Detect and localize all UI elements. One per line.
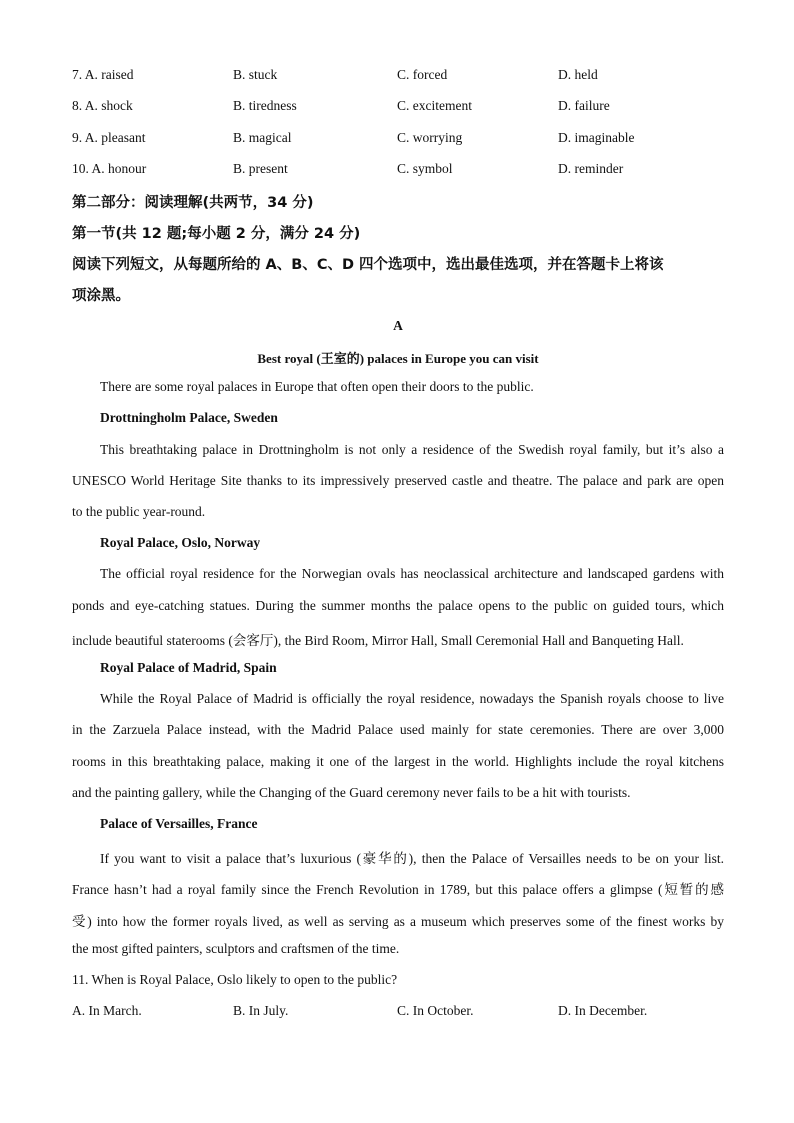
option-row (72, 98, 732, 118)
subsection-title: 第一节(共 12 题;每小题 2 分，满分 24 分) (72, 226, 361, 242)
section-heading: Drottningholm Palace, Sweden (100, 410, 278, 425)
section-heading: Palace of Versailles, France (100, 816, 258, 831)
paragraph-line: to the public year-round. (72, 504, 206, 519)
option-a: 8. A. shock (72, 98, 133, 113)
option-row (72, 67, 732, 87)
option-a: A. In March. (72, 1003, 142, 1018)
option-d: D. failure (558, 98, 610, 113)
option-a: 7. A. raised (72, 67, 134, 82)
option-b: B. tiredness (233, 98, 297, 113)
paragraph-line: 受) into how the former royals lived, as well as serving as a museum which preserves some of the finest works by (72, 914, 724, 929)
option-c: C. worrying (397, 130, 463, 145)
paragraph-line: UNESCO World Heritage Site thanks to its impressively preserved castle and theatre. The palace and park are open (72, 473, 724, 488)
paragraph-line: If you want to visit a palace that’s luxurious (豪华的), then the Palace of Versailles needs to be on your list. (100, 851, 724, 866)
instruction-line: 阅读下列短文，从每题所给的 A、B、C、D 四个选项中，选出最佳选项，并在答题卡上将该 (72, 257, 664, 273)
option-c: C. symbol (397, 161, 453, 176)
passage-letter: A (393, 318, 403, 333)
option-b: B. In July. (233, 1003, 289, 1018)
option-d: D. In December. (558, 1003, 648, 1018)
paragraph-line: This breathtaking palace in Drottningholm is not only a residence of the Swedish royal family, but it’s also a (100, 442, 724, 457)
option-row (72, 130, 732, 150)
question-stem: 11. When is Royal Palace, Oslo likely to open to the public? (72, 972, 398, 987)
paragraph-line: France hasn’t had a royal family since the French Revolution in 1789, but this palace offers a glimpse (短暂的感 (72, 882, 724, 897)
paragraph-line: in the Zarzuela Palace instead, with the Madrid Palace used mainly for state ceremonies. There are over 3,000 (72, 722, 724, 737)
option-c: C. forced (397, 67, 448, 82)
paragraph-line: rooms in this breathtaking palace, making it one of the largest in the world. Highlights include the royal kitchens (72, 754, 724, 769)
option-c: C. excitement (397, 98, 472, 113)
option-d: D. reminder (558, 161, 624, 176)
passage-title: Best royal (王室的) palaces in Europe you can visit (257, 351, 539, 366)
paragraph-line: ponds and eye-catching statues. During the summer months the palace opens to the public on guided tours, which (72, 598, 724, 613)
option-c: C. In October. (397, 1003, 474, 1018)
section-heading: Royal Palace of Madrid, Spain (100, 660, 277, 675)
option-row (72, 161, 732, 181)
paragraph-line: The official royal residence for the Norwegian ovals has neoclassical architecture and landscaped gardens with (100, 566, 724, 581)
paragraph-line: While the Royal Palace of Madrid is officially the royal residence, nowadays the Spanish royals choose to live (100, 691, 724, 706)
option-d: D. held (558, 67, 598, 82)
passage-intro: There are some royal palaces in Europe that often open their doors to the public. (100, 379, 534, 394)
paragraph-line: include beautiful staterooms (会客厅), the Bird Room, Mirror Hall, Small Ceremonial Hall and Banqueting Hall. (72, 633, 684, 648)
option-a: 10. A. honour (72, 161, 147, 176)
option-row (72, 1003, 732, 1023)
option-b: B. magical (233, 130, 292, 145)
paragraph-line: and the painting gallery, while the Changing of the Guard ceremony never fails to be a hit with tourists. (72, 785, 631, 800)
paragraph-line: the most gifted painters, sculptors and craftsmen of the time. (72, 941, 400, 956)
option-a: 9. A. pleasant (72, 130, 146, 145)
section-heading: Royal Palace, Oslo, Norway (100, 535, 261, 550)
option-b: B. stuck (233, 67, 278, 82)
instruction-line: 项涂黑。 (72, 288, 130, 304)
part-title: 第二部分：阅读理解(共两节，34 分) (72, 195, 314, 211)
option-d: D. imaginable (558, 130, 635, 145)
option-b: B. present (233, 161, 288, 176)
